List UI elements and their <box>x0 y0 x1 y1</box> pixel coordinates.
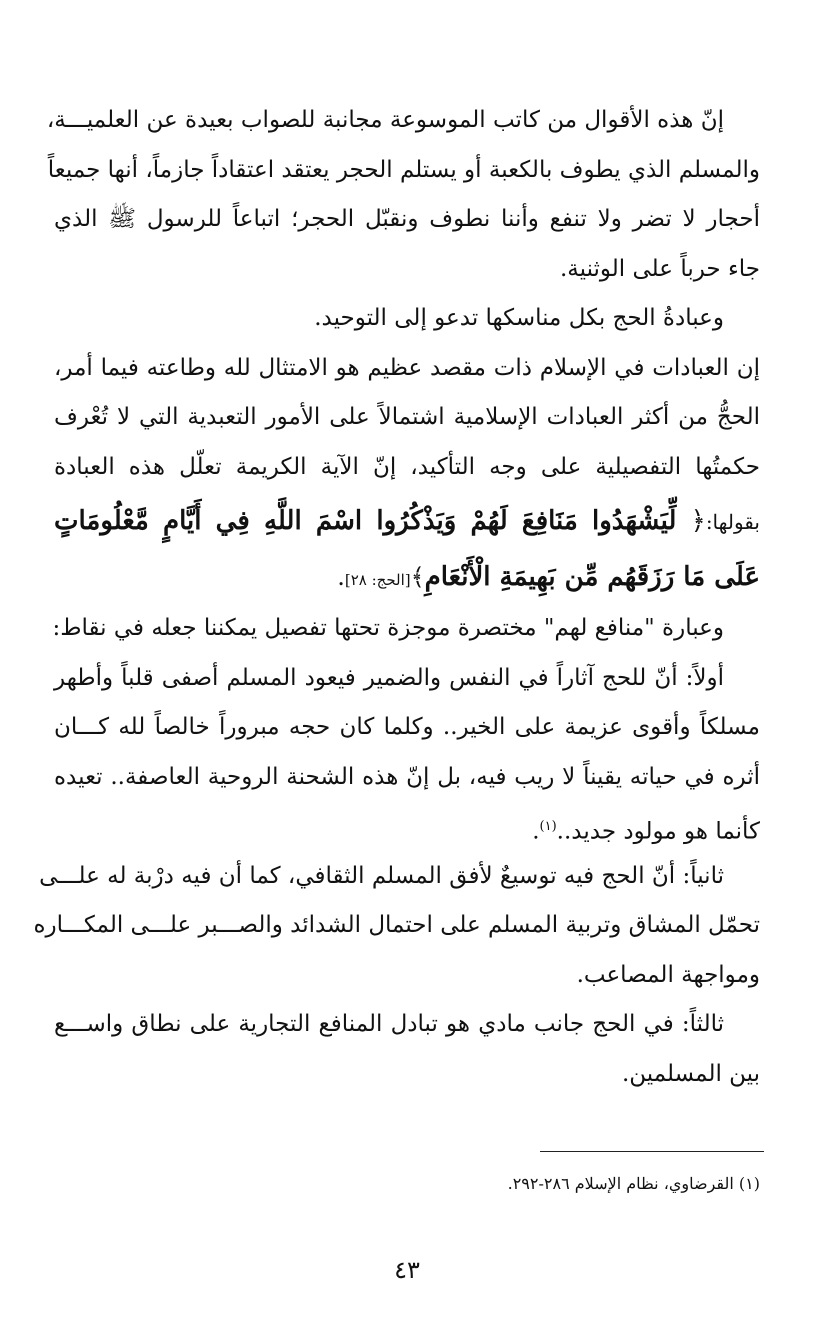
text-line: وعبارة "منافع لهم" مختصرة موجزة تحتها تفصيل يمكننا جعله في نقاط: <box>52 615 724 641</box>
quran-verse-line <box>54 492 760 550</box>
footnote-marker: (١) <box>539 819 557 834</box>
verse-citation: [الحج: ٢٨] <box>344 571 411 589</box>
text-line <box>54 802 760 852</box>
text-line: ثانياً: أنّ الحج فيه توسيعٌ لأفق المسلم الثقافي، كما أن فيه درْبة له علـــى <box>39 862 724 889</box>
quran-verse-line <box>54 550 760 604</box>
text-line: حكمتُها التفصيلية على وجه التأكيد، إنّ الآية الكريمة تعلّل هذه العبادة <box>54 453 760 480</box>
text-line: أثره في حياته يقيناً لا ريب فيه، بل إنّ هذه الشحنة الروحية العاصفة.. تعيده <box>54 763 760 790</box>
verse-intro: بقولها: <box>705 510 760 534</box>
text-line: أولاً: أنّ للحج آثاراً في النفس والضمير فيعود المسلم أصفى قلباً وأطهر <box>54 664 724 691</box>
page-number: ٤٣ <box>394 1256 420 1284</box>
text-line: إن العبادات في الإسلام ذات مقصد عظيم هو الامتثال لله وطاعته فيما أمر، <box>54 354 760 381</box>
main-text <box>33 96 760 1099</box>
text-line: إنّ هذه الأقوال من كاتب الموسوعة مجانبة للصواب بعيدة عن العلميـــة، <box>46 107 724 133</box>
text-line: بين المسلمين. <box>621 1060 760 1087</box>
text-line: تحمّل المشاق وتربية المسلم على احتمال الشدائد والصـــبر علـــى المكـــاره <box>33 912 760 938</box>
verse-period: . <box>337 563 345 591</box>
text-line: والمسلم الذي يطوف بالكعبة أو يستلم الحجر يعتقد اعتقاداً جازماً، أنها جميعاً <box>47 156 760 183</box>
text-fragment: كأنما هو مولود جديد.. <box>556 818 760 845</box>
text-line: وعبادةُ الحج بكل مناسكها تدعو إلى التوحيد. <box>314 305 724 331</box>
text-fragment: . <box>532 818 540 845</box>
text-line: جاء حرباً على الوثنية. <box>559 255 760 282</box>
verse-text: عَلَى مَا رَزَقَهُم مِّن بَهِيمَةِ الْأَنْعَامِ <box>424 562 760 592</box>
text-line: ثالثاً: في الحج جانب مادي هو تبادل المنافع التجارية على نطاق واســـع <box>54 1011 724 1037</box>
verse-text: لِّيَشْهَدُوا مَنَافِعَ لَهُمْ وَيَذْكُرُوا اسْمَ اللَّهِ فِي أَيَّامٍ مَّعْلُومَاتٍ <box>54 506 677 536</box>
text-line: مسلكاً وأقوى عزيمة على الخير.. وكلما كان حجه مبروراً خالصاً لله كـــان <box>54 714 760 740</box>
verse-close-bracket: ﴾ <box>410 563 425 591</box>
footnote-separator <box>540 1151 764 1152</box>
footnote: (١) القرضاوي، نظام الإسلام ٢٨٦-٢٩٢. <box>507 1174 760 1193</box>
text-line: الحجُّ من أكثر العبادات الإسلامية اشتمالاً على الأمور التعبدية التي لا تُعْرف <box>54 404 760 430</box>
verse-open-bracket: ﴿ <box>690 506 706 536</box>
text-line: ومواجهة المصاعب. <box>576 961 760 988</box>
text-line: أحجار لا تضر ولا تنفع وأننا نطوف ونقبّل الحجر؛ اتباعاً للرسول ﷺ الذي <box>54 206 760 232</box>
